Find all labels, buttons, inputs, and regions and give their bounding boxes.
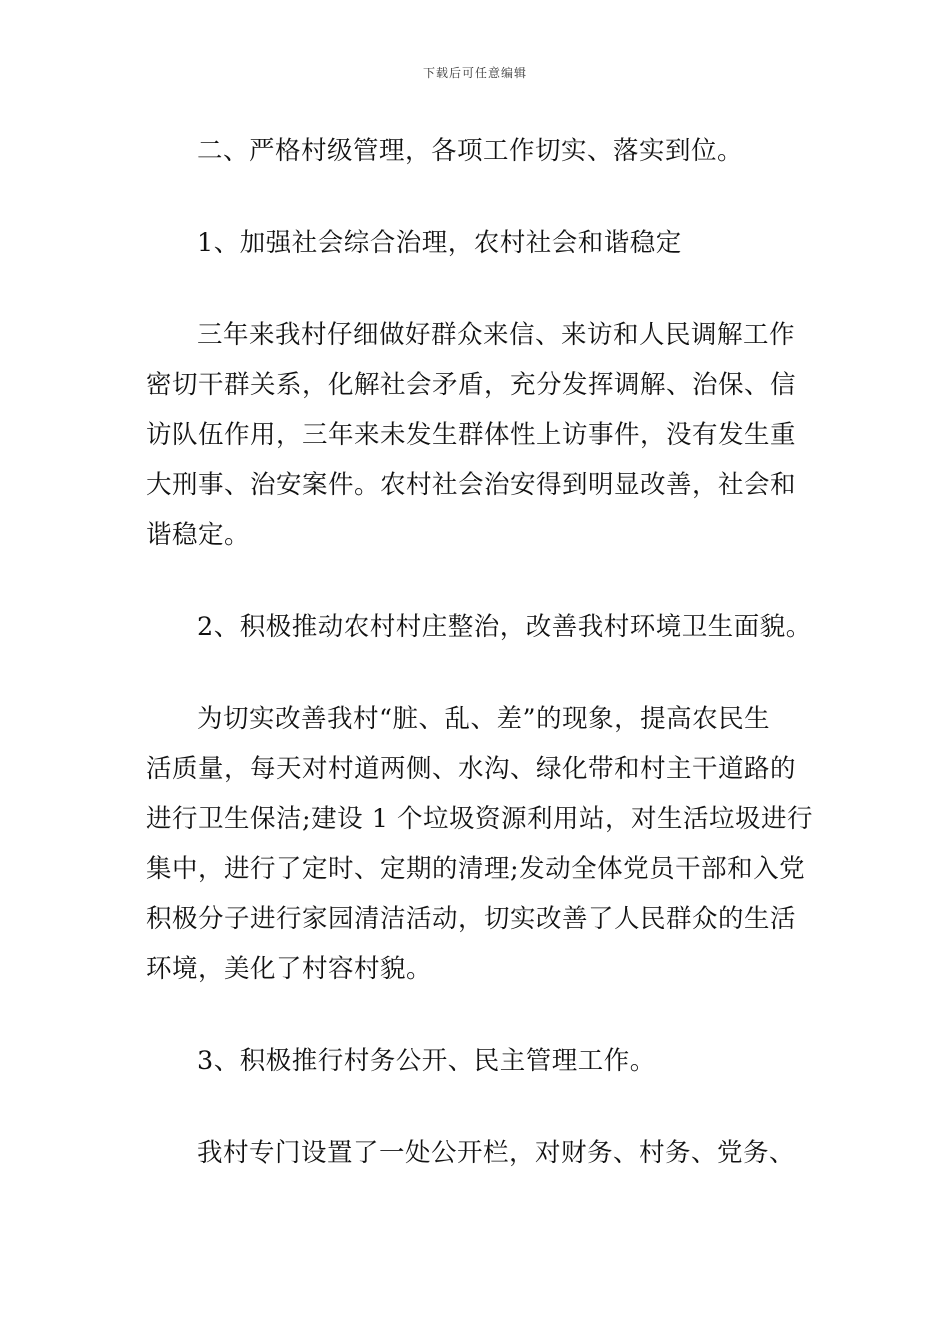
item-2-title: 2、积极推动农村村庄整治，改善我村环境卫生面貌。 [197,612,812,642]
page-header-note: 下载后可任意编辑 [422,66,527,80]
item-1-title: 1、加强社会综合治理，农村社会和谐稳定 [197,228,682,258]
paragraph-line: 密切干群关系，化解社会矛盾，充分发挥调解、治保、信 [146,370,797,400]
document-body [146,126,814,1178]
paragraph-line: 我村专门设置了一处公开栏，对财务、村务、党务、 [197,1138,796,1168]
paragraph-gap [146,560,808,602]
item-3-title: 3、积极推行村务公开、民主管理工作。 [197,1046,656,1076]
paragraph-line: 积极分子进行家园清洁活动，切实改善了人民群众的生活 [146,904,797,934]
paragraph-gap [146,176,808,218]
paragraph-line: 为切实改善我村“脏、乱、差”的现象，提高农民生 [197,704,771,734]
paragraph-line: 环境，美化了村容村貌。 [146,954,433,984]
paragraph-line: 大刑事、治安案件。农村社会治安得到明显改善，社会和 [146,470,797,500]
paragraph-line: 谐稳定。 [146,520,251,550]
section-heading: 二、严格村级管理，各项工作切实、落实到位。 [197,136,744,166]
paragraph-gap [146,994,808,1036]
paragraph-line: 访队伍作用，三年来未发生群体性上访事件，没有发生重 [146,420,797,450]
paragraph-gap [146,652,808,694]
paragraph-line: 活质量，每天对村道两侧、水沟、绿化带和村主干道路的 [146,754,797,784]
paragraph-line: 三年来我村仔细做好群众来信、来访和人民调解工作 [197,320,796,350]
paragraph-gap [146,1086,808,1128]
paragraph-line: 集中，进行了定时、定期的清理;发动全体党员干部和入党 [146,854,806,884]
paragraph-line: 进行卫生保洁;建设 1 个垃圾资源利用站，对生活垃圾进行 [146,804,814,834]
paragraph-gap [146,268,808,310]
